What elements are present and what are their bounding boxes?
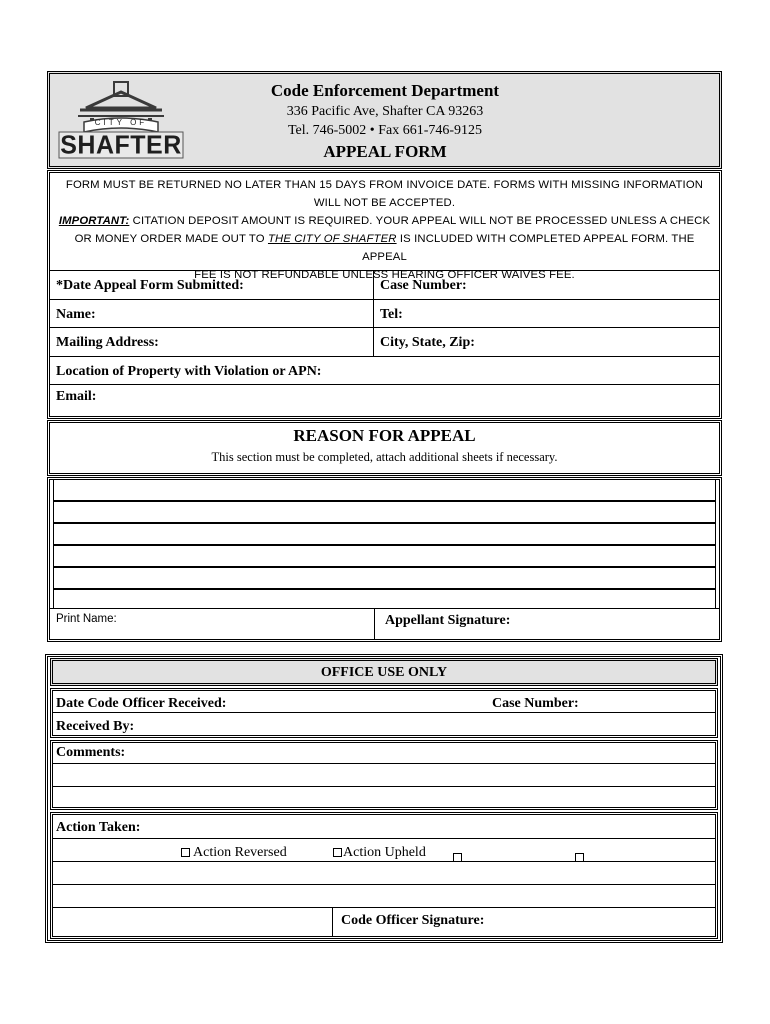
print-name-field[interactable]: Print Name:	[56, 613, 117, 625]
writing-line	[53, 567, 716, 589]
column-divider	[374, 608, 375, 640]
notice-line-3-rest: CITATION DEPOSIT AMOUNT IS REQUIRED. YOUR APPEAL WILL NOT BE PROCESSED UNLESS A CHECK	[129, 215, 711, 227]
reason-instructions: This section must be completed, attach additional sheets if necessary.	[211, 450, 558, 464]
notice-line-1: FORM MUST BE RETURNED NO LATER THAN 15 DAYS FROM INVOICE DATE. FORMS WITH MISSING INFORMATION	[65, 179, 704, 191]
action-reversed-label: Action Reversed	[193, 845, 287, 860]
row-divider	[53, 712, 715, 713]
city-state-zip-field[interactable]: City, State, Zip:	[380, 335, 475, 350]
row-divider	[53, 763, 715, 764]
city-logo	[56, 78, 186, 166]
row-divider	[50, 270, 719, 271]
comments-label: Comments:	[56, 745, 126, 760]
office-title: OFFICE USE ONLY	[320, 665, 448, 680]
notice-text	[52, 176, 717, 284]
form-title: APPEAL FORM	[323, 142, 447, 161]
blank-option-checkbox-box[interactable]	[453, 853, 462, 862]
row-divider	[50, 327, 719, 328]
row-divider	[53, 861, 715, 862]
blank-option-checkbox[interactable]	[453, 848, 465, 866]
notice-line-5: FEE IS NOT REFUNDABLE UNLESS HEARING OFFICER WAIVES FEE.	[194, 269, 575, 281]
notice-line-3	[52, 212, 717, 230]
row-divider	[53, 907, 715, 908]
mailing-address-field[interactable]: Mailing Address:	[56, 335, 159, 350]
action-upheld-option[interactable]	[333, 845, 426, 861]
writing-line	[53, 479, 716, 501]
name-field[interactable]: Name:	[56, 307, 96, 322]
column-divider	[332, 907, 333, 937]
tel-field[interactable]: Tel:	[380, 307, 403, 322]
property-location-field[interactable]: Location of Property with Violation or APN:	[56, 364, 322, 379]
department-address: 336 Pacific Ave, Shafter CA 93263	[286, 104, 484, 119]
blank-option-checkbox[interactable]	[575, 848, 587, 866]
notice-city-payee: THE CITY OF SHAFTER	[267, 233, 397, 245]
department-title: Code Enforcement Department	[270, 81, 500, 100]
appellant-signature-field[interactable]: Appellant Signature:	[385, 613, 511, 628]
row-divider	[50, 299, 719, 300]
logo-city-of: CITY OF	[94, 118, 148, 127]
action-reversed-checkbox[interactable]	[181, 848, 190, 857]
action-taken-label: Action Taken:	[56, 820, 141, 835]
row-divider	[50, 384, 719, 385]
office-case-number-field[interactable]: Case Number:	[492, 696, 579, 711]
writing-line	[53, 523, 716, 545]
logo-shafter: SHAFTER	[60, 130, 182, 160]
notice-line-4	[52, 230, 717, 266]
row-divider	[53, 884, 715, 885]
action-upheld-label: Action Upheld	[343, 845, 426, 860]
notice-line-2: WILL NOT BE ACCEPTED.	[313, 197, 456, 209]
action-reversed-option[interactable]	[181, 845, 287, 861]
notice-line-4-post: IS INCLUDED WITH COMPLETED APPEAL FORM. THE APPEAL	[362, 233, 695, 263]
comments-box[interactable]	[50, 740, 718, 810]
officer-signature-field[interactable]: Code Officer Signature:	[341, 913, 485, 928]
notice-important-label: IMPORTANT:	[58, 215, 130, 227]
column-divider	[373, 270, 374, 356]
notice-line-4-pre: OR MONEY ORDER MADE OUT TO	[74, 233, 268, 245]
row-divider	[53, 786, 715, 787]
blank-option-checkbox-box[interactable]	[575, 853, 584, 862]
writing-line	[53, 545, 716, 567]
action-upheld-checkbox[interactable]	[333, 848, 342, 857]
date-received-field[interactable]: Date Code Officer Received:	[56, 696, 227, 711]
writing-line	[53, 589, 716, 609]
date-submitted-field[interactable]: *Date Appeal Form Submitted:	[56, 278, 244, 293]
email-field[interactable]: Email:	[56, 389, 97, 404]
signature-row	[50, 608, 719, 609]
row-divider	[53, 838, 715, 839]
received-by-field[interactable]: Received By:	[56, 719, 135, 734]
reason-title: REASON FOR APPEAL	[293, 426, 476, 445]
case-number-field[interactable]: Case Number:	[380, 278, 467, 293]
row-divider	[50, 356, 719, 357]
department-contact: Tel. 746-5002 • Fax 661-746-9125	[287, 123, 483, 138]
writing-line	[53, 501, 716, 523]
